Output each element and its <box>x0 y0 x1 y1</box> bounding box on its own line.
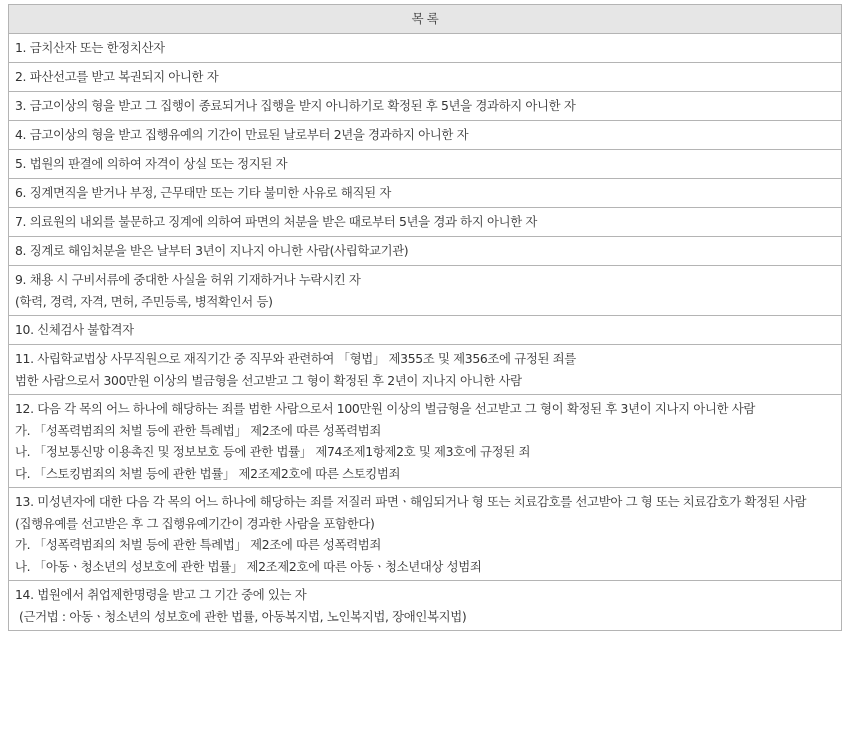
list-item-subline: (근거법 : 아동ㆍ청소년의 성보호에 관한 법률, 아동복지법, 노인복지법, 장애인복지법) <box>19 608 467 624</box>
list-item-cell <box>9 237 842 266</box>
list-item-cell <box>9 266 842 316</box>
list-item-text: 11. 사립학교법상 사무직원으로 재직기간 중 직무와 관련하여 「형법」 제355조 및 제356조에 규정된 죄를 <box>15 351 576 366</box>
list-item-text: 1. 금치산자 또는 한정치산자 <box>15 40 165 56</box>
list-item-subline: (학력, 경력, 자격, 면허, 주민등록, 병적확인서 등) <box>15 293 273 309</box>
list-item-subline: 다. 「스토킹범죄의 처벌 등에 관한 법률」 제2조제2호에 따른 스토킹범죄 <box>15 465 401 481</box>
list-item-cell <box>9 63 842 92</box>
list-item-text: 6. 징계면직을 받거나 부정, 근무태만 또는 기타 불미한 사유로 해직된 자 <box>15 185 391 201</box>
list-item-subline: (집행유예를 선고받은 후 그 집행유예기간이 경과한 사람을 포함한다) <box>15 515 375 531</box>
list-item-subline: 나. 「정보통신망 이용촉진 및 정보보호 등에 관한 법률」 제74조제1항제2호 및 제3호에 규정된 죄 <box>15 444 531 459</box>
table-row <box>9 92 842 121</box>
list-item-subline: 범한 사람으로서 300만원 이상의 벌금형을 선고받고 그 형이 확정된 후 2년이 지나지 아니한 사람 <box>15 372 522 388</box>
table-row <box>9 179 842 208</box>
list-item-cell <box>9 179 842 208</box>
table-row <box>9 121 842 150</box>
list-item-cell <box>9 395 842 488</box>
list-item-cell <box>9 121 842 150</box>
table-row <box>9 34 842 63</box>
list-item-text: 14. 법원에서 취업제한명령을 받고 그 기간 중에 있는 자 <box>15 587 307 602</box>
table-row <box>9 345 842 395</box>
table-header-row <box>9 5 842 34</box>
table-row <box>9 237 842 266</box>
disqualification-table <box>8 4 842 631</box>
table-row <box>9 266 842 316</box>
list-item-text: 2. 파산선고를 받고 복권되지 아니한 자 <box>15 69 219 85</box>
list-item-text: 8. 징계로 해임처분을 받은 날부터 3년이 지나지 아니한 사람(사립학교기관) <box>15 243 409 259</box>
list-item-text: 5. 법원의 판결에 의하여 자격이 상실 또는 정지된 자 <box>15 156 288 172</box>
list-item-cell <box>9 488 842 581</box>
table-row <box>9 150 842 179</box>
table-header: 목 록 <box>9 5 842 34</box>
list-item-cell <box>9 208 842 237</box>
list-item-text: 4. 금고이상의 형을 받고 집행유예의 기간이 만료된 날로부터 2년을 경과하지 아니한 자 <box>15 127 469 143</box>
list-item-subline: 가. 「성폭력범죄의 처벌 등에 관한 특례법」 제2조에 따른 성폭력범죄 <box>15 537 382 552</box>
list-item-text: 7. 의료원의 내외를 불문하고 징계에 의하여 파면의 처분을 받은 때로부터 5년을 경과 하지 아니한 자 <box>15 214 538 230</box>
list-item-cell <box>9 581 842 631</box>
list-item-text: 10. 신체검사 불합격자 <box>15 322 134 338</box>
list-item-text: 3. 금고이상의 형을 받고 그 집행이 종료되거나 집행을 받지 아니하기로 확정된 후 5년을 경과하지 아니한 자 <box>15 98 576 114</box>
list-item-cell <box>9 92 842 121</box>
list-item-text: 13. 미성년자에 대한 다음 각 목의 어느 하나에 해당하는 죄를 저질러 파면ㆍ해임되거나 형 또는 치료감호를 선고받아 그 형 또는 치료감호가 확정된 사람 <box>15 494 807 509</box>
table-body <box>9 34 842 631</box>
list-item-text: 9. 채용 시 구비서류에 중대한 사실을 허위 기재하거나 누락시킨 자 <box>15 272 361 287</box>
list-item-cell <box>9 150 842 179</box>
list-item-cell <box>9 316 842 345</box>
list-item-subline: 나. 「아동ㆍ청소년의 성보호에 관한 법률」 제2조제2호에 따른 아동ㆍ청소년대상 성범죄 <box>15 558 482 574</box>
list-item-subline: 가. 「성폭력범죄의 처벌 등에 관한 특례법」 제2조에 따른 성폭력범죄 <box>15 422 382 438</box>
table-row <box>9 581 842 631</box>
list-item-text: 12. 다음 각 목의 어느 하나에 해당하는 죄를 범한 사람으로서 100만원 이상의 벌금형을 선고받고 그 형이 확정된 후 3년이 지나지 아니한 사람 <box>15 401 755 416</box>
table-row <box>9 316 842 345</box>
table-row <box>9 208 842 237</box>
table-row <box>9 63 842 92</box>
list-item-cell <box>9 345 842 395</box>
list-item-cell <box>9 34 842 63</box>
table-row <box>9 395 842 488</box>
table-row <box>9 488 842 581</box>
